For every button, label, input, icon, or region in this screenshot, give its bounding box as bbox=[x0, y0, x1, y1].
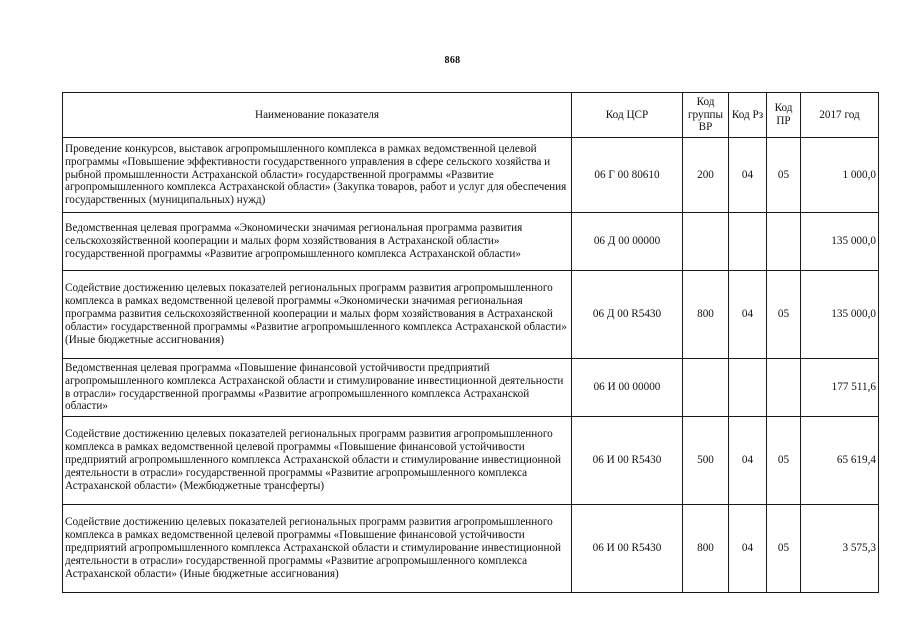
table-row bbox=[63, 417, 879, 505]
budget-table bbox=[62, 92, 879, 593]
row-vr-code: 200 bbox=[683, 138, 729, 213]
row-csr-code: 06 Д 00 00000 bbox=[572, 213, 683, 271]
table-row bbox=[63, 138, 879, 213]
row-amount-2017: 177 511,6 bbox=[801, 359, 879, 417]
row-amount-2017: 3 575,3 bbox=[801, 505, 879, 593]
row-csr-code: 06 Д 00 R5430 bbox=[572, 271, 683, 359]
row-pr-code bbox=[767, 213, 801, 271]
table-row bbox=[63, 271, 879, 359]
row-indicator-name: Ведомственная целевая программа «Экономически значимая региональная программа развития сельскохозяйственной кооперации и малых форм хозяйствования в Астраханской области» государственной программы «Развитие агропромышленного комплекса Астраханской области» bbox=[63, 213, 572, 271]
row-pr-code bbox=[767, 359, 801, 417]
row-rz-code bbox=[729, 213, 767, 271]
row-csr-code: 06 Г 00 80610 bbox=[572, 138, 683, 213]
header-pr-code: Код ПР bbox=[767, 93, 801, 138]
row-amount-2017: 65 619,4 bbox=[801, 417, 879, 505]
table-header-row bbox=[63, 93, 879, 138]
row-pr-code: 05 bbox=[767, 138, 801, 213]
row-rz-code bbox=[729, 359, 767, 417]
header-csr-code: Код ЦСР bbox=[572, 93, 683, 138]
row-rz-code: 04 bbox=[729, 271, 767, 359]
row-pr-code: 05 bbox=[767, 417, 801, 505]
header-rz-code: Код Рз bbox=[729, 93, 767, 138]
header-vr-code: Код группы ВР bbox=[683, 93, 729, 138]
row-vr-code: 500 bbox=[683, 417, 729, 505]
page-number: 868 bbox=[444, 55, 461, 66]
header-indicator-name: Наименование показателя bbox=[63, 93, 572, 138]
row-csr-code: 06 И 00 00000 bbox=[572, 359, 683, 417]
row-vr-code: 800 bbox=[683, 271, 729, 359]
row-indicator-name: Содействие достижению целевых показателей региональных программ развития агропромышленного комплекса в рамках ведомственной целевой программы «Повышение финансовой устойчивости предприятий агропромышленного комплекса Астраханской области и стимулирование инвестиционной деятельности в отрасли» государственной программы «Развитие агропромышленного комплекса Астраханской области» (Иные бюджетные ассигнования) bbox=[63, 505, 572, 593]
row-amount-2017: 135 000,0 bbox=[801, 213, 879, 271]
row-indicator-name: Проведение конкурсов, выставок агропромышленного комплекса в рамках ведомственной целевой программы «Повышение эффективности государственного управления в сфере сельского хозяйства и рыбной промышленности Астраханской области» государственной программы «Развитие агропромышленного комплекса Астраханской области» (Закупка товаров, работ и услуг для обеспечения государственных (муниципальных) нужд) bbox=[63, 138, 572, 213]
row-amount-2017: 135 000,0 bbox=[801, 271, 879, 359]
table-row bbox=[63, 505, 879, 593]
header-year-2017: 2017 год bbox=[801, 93, 879, 138]
row-csr-code: 06 И 00 R5430 bbox=[572, 505, 683, 593]
table-row bbox=[63, 213, 879, 271]
table-row bbox=[63, 359, 879, 417]
row-pr-code: 05 bbox=[767, 271, 801, 359]
row-rz-code: 04 bbox=[729, 505, 767, 593]
row-amount-2017: 1 000,0 bbox=[801, 138, 879, 213]
row-indicator-name: Ведомственная целевая программа «Повышение финансовой устойчивости предприятий агропромышленного комплекса Астраханской области и стимулирование инвестиционной деятельности в отрасли» государственной программы «Развитие агропромышленного комплекса Астраханской области» bbox=[63, 359, 572, 417]
row-csr-code: 06 И 00 R5430 bbox=[572, 417, 683, 505]
row-vr-code bbox=[683, 213, 729, 271]
row-rz-code: 04 bbox=[729, 138, 767, 213]
row-rz-code: 04 bbox=[729, 417, 767, 505]
row-vr-code: 800 bbox=[683, 505, 729, 593]
row-indicator-name: Содействие достижению целевых показателей региональных программ развития агропромышленного комплекса в рамках ведомственной целевой программы «Повышение финансовой устойчивости предприятий агропромышленного комплекса Астраханской области и стимулирование инвестиционной деятельности в отрасли» государственной программы «Развитие агропромышленного комплекса Астраханской области» (Межбюджетные трансферты) bbox=[63, 417, 572, 505]
row-pr-code: 05 bbox=[767, 505, 801, 593]
row-indicator-name: Содействие достижению целевых показателей региональных программ развития агропромышленного комплекса в рамках ведомственной целевой программы «Экономически значимая региональная программа развития сельскохозяйственной кооперации и малых форм хозяйствования в Астраханской области» государственной программы «Развитие агропромышленного комплекса Астраханской области» (Иные бюджетные ассигнования) bbox=[63, 271, 572, 359]
row-vr-code bbox=[683, 359, 729, 417]
